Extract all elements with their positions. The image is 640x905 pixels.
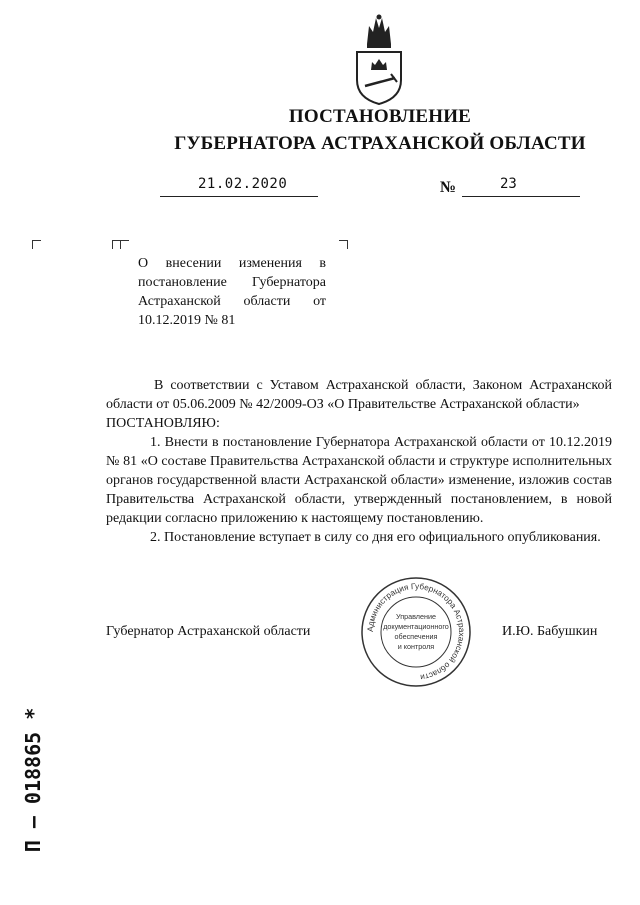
document-title-line2: ГУБЕРНАТОРА АСТРАХАНСКОЙ ОБЛАСТИ bbox=[174, 133, 586, 154]
document-body bbox=[106, 376, 612, 547]
form-serial-code-text: П – 018865 * bbox=[21, 707, 45, 853]
corner-mark-right bbox=[339, 240, 348, 249]
document-title-line1: ПОСТАНОВЛЕНИЕ bbox=[288, 106, 472, 127]
signatory-position: Губернатор Астраханской области bbox=[106, 624, 311, 639]
stamp-center-line: документационного bbox=[383, 622, 449, 631]
form-serial-code bbox=[18, 700, 48, 860]
official-stamp-seal bbox=[360, 576, 472, 688]
preamble-paragraph: В соответствии с Уставом Астраханской области, Законом Астраханской области от 05.06.2009 № 42/2009-ОЗ «О Правительстве Астраханской области» bbox=[106, 378, 612, 412]
corner-mark-subject-b bbox=[120, 240, 129, 249]
number-label: № bbox=[440, 179, 457, 196]
corner-mark-left bbox=[32, 240, 41, 249]
document-subject: О внесении изменения в постановление Губернатора Астраханской области от 10.12.2019 № 81 bbox=[138, 256, 326, 328]
stamp-center-line: обеспечения bbox=[394, 632, 438, 641]
item-1-paragraph: 1. Внести в постановление Губернатора Астраханской области от 10.12.2019 № 81 «О составе Правительства Астраханской области и структуре исполнительных органов государственной власти Астраханской области» изменение, изложив состав Правительства Астраханской области, утвержденный постановлением, в новой редакции согласно приложению к настоящему постановлению. bbox=[106, 435, 612, 526]
document-number: 23 bbox=[500, 176, 517, 192]
stamp-center-line: Управление bbox=[396, 612, 436, 621]
coat-of-arms-emblem bbox=[351, 14, 407, 106]
resolve-word: ПОСТАНОВЛЯЮ: bbox=[106, 416, 220, 431]
number-underline bbox=[462, 174, 580, 197]
signatory-name: И.Ю. Бабушкин bbox=[502, 624, 598, 639]
stamp-center-line: и контроля bbox=[397, 642, 435, 651]
stamp-ring-text: Администрация Губернатора Астраханской области bbox=[365, 581, 467, 682]
item-2-paragraph: 2. Постановление вступает в силу со дня его официального опубликования. bbox=[150, 530, 601, 545]
document-date: 21.02.2020 bbox=[198, 176, 288, 192]
